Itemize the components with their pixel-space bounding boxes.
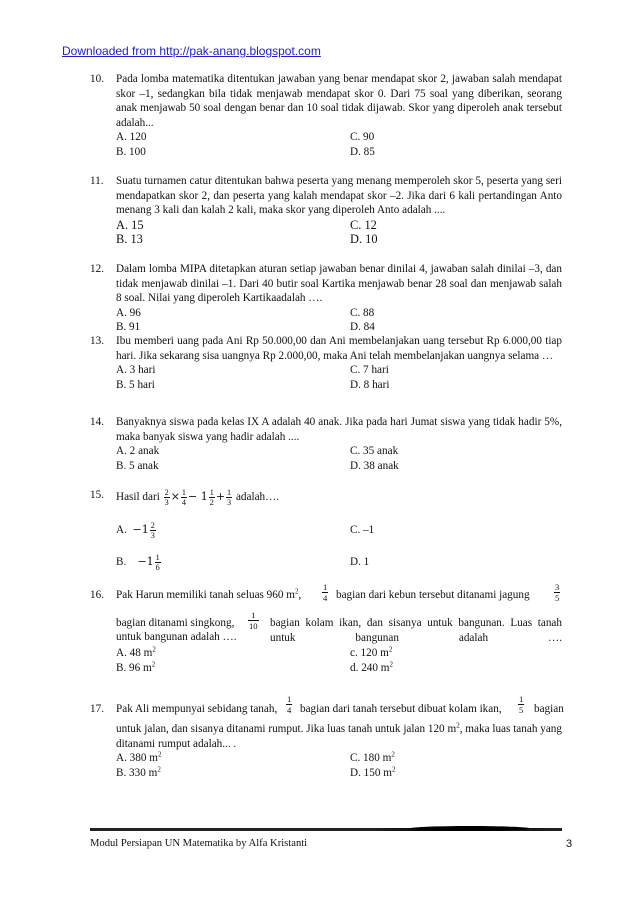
option-d: D. 84	[350, 321, 375, 334]
options	[116, 444, 562, 473]
question-text-line2: untuk jalan, dan sisanya ditanami rumput. Jika luas tanah untuk jalan 120 $m^2$, maka luas tanah yang ditanami rumput adalah... .	[116, 721, 562, 750]
fraction: 1 5	[519, 694, 524, 715]
question-10	[90, 72, 562, 160]
options	[116, 363, 562, 392]
question-text: Hasil dari	[116, 491, 160, 503]
option-a: A. 15	[116, 217, 144, 232]
fraction: 3 5	[555, 582, 560, 603]
plus-sign: +	[215, 490, 226, 503]
options	[116, 646, 588, 675]
times-sign: ×	[170, 490, 180, 503]
option-d: D. 150 $m^2$	[350, 764, 396, 779]
option-b: B. 5 hari	[116, 378, 155, 391]
question-expression	[116, 484, 562, 510]
question-text-line3: untuk bangunan adalah ….	[116, 631, 237, 643]
option-a: A. 3 hari	[116, 364, 156, 377]
option-d: D. 38 anak	[350, 459, 399, 472]
question-14	[90, 415, 562, 473]
question-15	[90, 484, 562, 576]
option-d: D. 10	[350, 232, 378, 247]
question-number: 15.	[90, 489, 104, 501]
page-number: 3	[566, 838, 573, 850]
footer-text: Modul Persiapan UN Matematika by Alfa Kristanti	[90, 838, 308, 849]
question-number: 12.	[90, 263, 104, 275]
question-text-line1c: bagian	[534, 703, 564, 715]
fraction: $\frac{1}{4}$	[181, 487, 187, 507]
option-a: A. 380 $m^2$	[116, 750, 162, 764]
option-a: A. 120	[116, 131, 147, 144]
option-c: C. 180 $m^2$	[350, 750, 395, 764]
option-d: D. 85	[350, 145, 375, 158]
question-number: 14.	[90, 416, 104, 428]
option-a: A. −1 $\frac{2}{3}$	[116, 520, 155, 540]
question-16	[90, 582, 562, 682]
question-text-line2b: bagian kolam ikan, dan sisanya untuk bangunan. Luas tanah untuk bangunan adalah ….	[270, 617, 562, 644]
option-b: B. 96 $m^2$	[116, 659, 156, 674]
question-13	[90, 334, 562, 392]
question-number: 11.	[90, 175, 104, 187]
fraction: 1 10	[249, 610, 258, 631]
option-c: C. –1	[350, 524, 375, 536]
option-c: C. 35 anak	[350, 445, 399, 458]
option-c: c. 120 $m^2$	[350, 645, 393, 659]
question-number: 13.	[90, 335, 104, 347]
option-d: d. 240 $m^2$	[350, 659, 393, 674]
question-12	[90, 262, 562, 335]
options	[116, 306, 562, 335]
option-a: A. 48 $m^2$	[116, 645, 156, 659]
question-text: Banyaknya siswa pada kelas IX A adalah 40 anak. Jika pada hari Jumat siswa yang tidak hadir 5%, maka banyak siswa yang hadir adalah ....	[116, 416, 562, 443]
option-c: C. 90	[350, 131, 375, 144]
option-d: D. 1	[350, 556, 370, 568]
options	[116, 218, 562, 247]
option-b: B. 5 anak	[116, 459, 159, 472]
question-number: 16.	[90, 589, 104, 601]
question-text-line1: Pak Harun memiliki tanah seluas 960 $m^2$,	[116, 587, 302, 601]
fraction: 1 4	[287, 694, 292, 715]
question-11	[90, 174, 562, 247]
option-d: D. 8 hari	[350, 378, 390, 391]
option-a: A. 96	[116, 306, 141, 319]
option-c: C. 88	[350, 306, 375, 319]
options	[116, 516, 562, 576]
question-text-line1b: bagian dari kebun tersebut ditanami jagung	[336, 589, 530, 601]
question-text: Ibu memberi uang pada Ani Rp 50.000,00 dan Ani membelanjakan uang tersebut Rp 6.000,00 tiap hari. Jika sekarang sisa uangnya Rp 2.000,00, maka Ani telah membelanjakan uangnya selama …	[116, 335, 562, 362]
option-b: B. 13	[116, 232, 143, 247]
question-17	[90, 692, 562, 782]
question-number: 10.	[90, 73, 104, 85]
question-number: 17.	[90, 703, 104, 715]
option-b: B. 91	[116, 321, 141, 334]
option-c: C. 7 hari	[350, 364, 389, 377]
fraction: $\frac{2}{3}$	[164, 487, 169, 507]
minus-sign: − 1	[188, 490, 208, 503]
options	[116, 130, 562, 159]
source-link[interactable]: Downloaded from http://pak-anang.blogspot.com	[62, 44, 321, 58]
question-text-line2: bagian ditanami singkong,	[116, 617, 235, 629]
question-text: Dalam lomba MIPA ditetapkan aturan setiap jawaban benar dinilai 4, jawaban salah dinilai –3, dan tidak menjawab dinilai –1. Dari 40 butir soal Kartika menjawab benar 28 soal dan menjawab salah 8 soal. Nilai yang diperoleh Kartikaadalah ….	[116, 263, 562, 305]
fraction: $\frac{1}{3}$	[227, 487, 232, 507]
option-c: C. 12	[350, 217, 377, 232]
fraction: $\frac{1}{2}$	[209, 487, 214, 507]
option-a: A. 2 anak	[116, 445, 160, 458]
option-b: B. 330 $m^2$	[116, 764, 161, 779]
question-text-line1: Pak Ali mempunyai sebidang tanah,	[116, 703, 278, 715]
option-b: B. −1 $\frac{1}{6}$	[116, 552, 160, 572]
fraction: 1 4	[323, 582, 328, 603]
footer-divider	[90, 828, 562, 831]
option-b: B. 100	[116, 145, 146, 158]
question-text: Pada lomba matematika ditentukan jawaban yang benar mendapat skor 2, jawaban salah mendapat skor –1, sedangkan bila tidak menjawab mendapat skor 0. Dari 75 soal yang diberikan, seorang anak menjawab 50 soal dengan benar dan 10 soal tidak dijawab. Skor yang diperoleh anak tersebut adalah...	[116, 73, 562, 129]
question-text-line1b: bagian dari tanah tersebut dibuat kolam ikan,	[300, 703, 502, 715]
question-text: Suatu turnamen catur ditentukan bahwa peserta yang menang memperoleh skor 5, peserta yang seri mendapatkan skor 2, dan peserta yang kalah mendapat skor –2. Jika dari 6 kali pertandingan Anto menang 3 kali dan kalah 2 kali, maka skor yang diperoleh Anto adalah ....	[116, 175, 562, 217]
question-text-end: adalah….	[235, 491, 280, 503]
options	[116, 751, 588, 780]
